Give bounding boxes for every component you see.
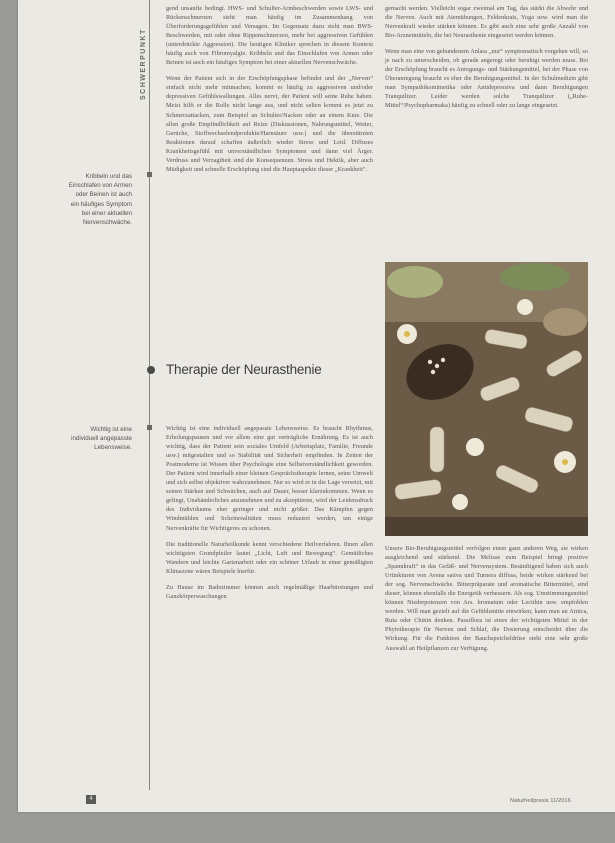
section-kicker: SCHWERPUNKT bbox=[140, 28, 147, 100]
section-heading: Therapie der Neurasthenie bbox=[166, 362, 322, 377]
sidebar-bullet-1 bbox=[147, 172, 152, 177]
paragraph-therapy: Wichtig ist eine individuell angepasste Lebensweise. Es braucht Rhythmus, Erholungspausen und vor allem eine gut verträgliche Ernährung. Es ist auch wichtig, dass der Patient sein soziales Umfeld (Arbeitsplatz, Familie, Freunde usw.) mitgestalten und so Stabilität und Sicherheit empfinden. In Zeiten der Postmoderne ist Wissen über Psychologie eine Selbstverständlichkeit geworden. Der Patient wird innerhalb einer kleinen Gesprächstherapie lernen, seine Umwelt und sich selbst objektiver wahrzunehmen. Nur so wird er in die Lage versetzt, mit seinen Stärken und Schwächen, auch auf Dauer, besser klarzukommen. Wenn es gelingt, Unabänderliches anzunehmen und zu akzeptieren, wird der Leidensdruck des Individuums eher geringer und nicht größer. Das Kämpfen gegen Windmühlen und Scheinrealitäten muss reduziert werden, um einige Nervenkräfte für Wichtigeres zu schonen. bbox=[166, 425, 373, 532]
herbal-remedies-photo bbox=[385, 262, 588, 536]
column-rule bbox=[149, 0, 150, 790]
column-1-top bbox=[166, 4, 373, 181]
sidebar-bullet-2 bbox=[147, 425, 152, 430]
paragraph-bio-remedies: Unsere Bio-Beruhigungsmittel verfolgen einen ganz anderen Weg, sie wirken ausgleichend und stärkend. Die Melisse zum Beispiel bringt positive „Spannkraft“ in das Gefäß- und Nervensystem. Besänftigend haben sich auch Urtinkturen von Avena sativa und Turnera diffusa, beide wirken stärkend bei der sog. Nervenschwäche. Bitterpräparate und aromatische Bittermittel, sind dieser, können ebenfalls die Energetik verbessern. Als sog. Umstimmungsmittel können Niederpotenzen von Ars. bromatum oder Lecithin usw. empfohlen werden. Will man gezielt auf die Gefühlsmitte einwirken, kann man an Arnica, Ruta oder Chinin denken. Passiflora ist eines der wichtigsten Mittel in der Phytotherapie für Nerven und Schlaf, die Dosierung entscheidet über die Wirkung. Für die Funktion der Bauchspeicheldrüse steht eine sehr große Auswahl an Heilpflanzen zur Verfügung. bbox=[385, 545, 588, 652]
sidebar-note-symptom: Kribbeln und das Einschlafen von Armen oder Beinen ist auch ein häufiges Symptom bei einer aktuellen Nervenschwäche. bbox=[68, 173, 132, 227]
paragraph-exhaustion: Wenn der Patient sich in der Erschöpfungsphase befindet und der „Nerven“ einfach nicht mehr mitmachen, kommt es häufig zu aggressiven und/oder depressiven Gefühlswallungen. Alles nervt, der Patient will seine Ruhe haben. Meist hilft er die Rolle nicht lange aus, und nicht selten kommt es jetzt zu Schmerzattacken, zum Beispiel an Schulter/Nacken oder an einem Knie. Die allen große Empfindlichkeit auf Reize (Diskussionen, Nahrungsmittel, Wetter, Gerüche, Stoffwechselendprodukte/Harnsäure usw.) und die überstürzten Reaktionen darauf schaffen äußerlich wieder Stress und Leid. Diffuses Krankheitsgefühl mit unverständlichen Symptomen und dann viel Ärger. Verdruss und Verzagtheit sind die Konsequenzen. Stress und Hektik, aber auch Müdigkeit und schnelle Erschöpfung sind die Hauptaspekte dieser „Krankheit“. bbox=[166, 75, 373, 173]
page-number: 4 bbox=[86, 795, 96, 804]
sidebar-note-lifestyle: Wichtig ist eine individuell angepasste Lebensweise. bbox=[71, 426, 132, 452]
column-2-bottom bbox=[385, 544, 588, 660]
paragraph-naturopathy: Die traditionelle Naturheilkunde kennt verschiedene Heilverfahren. Ihnen allen wichtigsten Grundpfeiler lautet „Licht, Luft und Bewegung“. Gemütliches Wandern und leichte Gartenarbeit oder ein schöner Urlaub in einer gemäßigten Klimazone wären Beispiele hierfür. bbox=[166, 540, 373, 575]
paragraph-symptoms: gend unsanfte bedingt. HWS- und Schulter-Armbeschwerden sowie LWS- und Rückenschmerzen sieht man häufig im Zusammenhang von Überforderungsgefühlen und Versagen. Im Gegensatz dazu steht man BWS-Beschwerden, mit oder ohne Rippenschmerzen, mehr bei aggressiven Gefühlen (unterdrückte Aggression). Die heutigen Kliniker sprechen in diesem Kontext häufig auch von Fibromyalgie. Kribbeln und das Einschlafen von Armen oder Beinen ist auch ein häufiges Symptom bei einer aktuellen Nervenschwäche. bbox=[166, 5, 373, 67]
column-1-bottom bbox=[166, 424, 373, 608]
paragraph-breathing: gemacht werden. Vielleicht sogar zweimal am Tag, das stärkt die Abwehr und die Nerven. Auch mit Atemübungen, Feldenkrais, Yoga usw. wird man die Nervenkraft wieder stärken können. Es gibt auch eine sehr große Anzahl von Bio-Arzneimitteln, die bei Neurasthenie eingesetzt werden können. bbox=[385, 5, 588, 40]
paragraph-home: Zu Hause im Badezimmer können auch regelmäßige Haarbürstungen und Ganzkörperwaschungen bbox=[166, 583, 373, 600]
page-footer: Naturheilpraxis 11/2016 bbox=[510, 798, 571, 804]
paragraph-medication: Wenn man eine von gebundenem Anlass „nur“ symptomatisch vorgehen will, so je nach zu unterscheiden, ob gerade angeregt oder beruhigt werden muss. Bei der Erschöpfung braucht es Anregungs- und Stärkungsmittel, bei der Phase von Überanregung braucht es eher die Beruhigungsmittel. In der Schulmedizin gibt man Sympathikomimetika oder Antidepressiva und dann Beruhigungen Tranquilizer. Leider werden solche Tranquilizer („Ruhe-Mittel“/Psychopharmaka) häufig zu schnell oder zu lange eingesetzt. bbox=[385, 48, 588, 110]
column-2-top bbox=[385, 4, 588, 118]
heading-dot bbox=[147, 366, 155, 374]
